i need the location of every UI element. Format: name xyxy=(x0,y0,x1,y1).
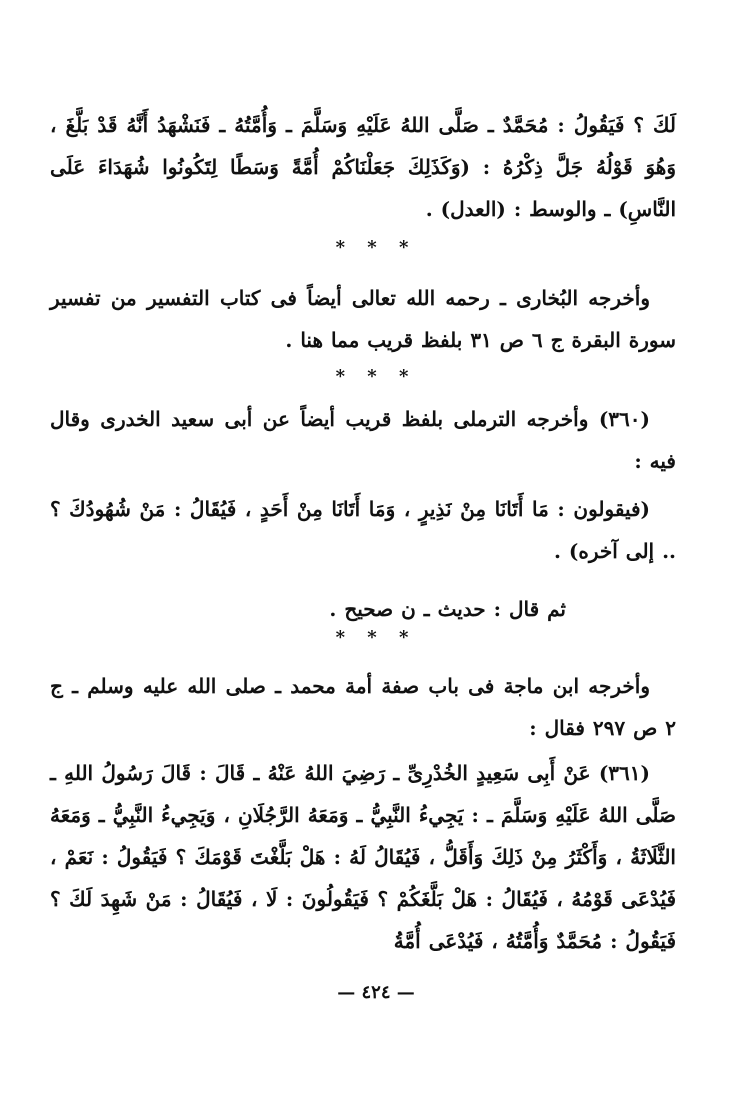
text-block-hadith-361 xyxy=(50,752,676,962)
text-block-grading xyxy=(50,588,676,630)
paragraph-bukhari: وأخرجه البُخارى ـ رحمه الله تعالى أيضاً فى كتاب التفسير من تفسير سورة البقرة ج ٦ ص ٣١ بلفظ قريب مما هنا . xyxy=(50,286,676,352)
paragraph-hadith-361: (٣٦١) عَنْ أَبِى سَعِيدٍ الخُدْرِىِّ ـ رَضِيَ اللهُ عَنْهُ ـ قَالَ : قَالَ رَسُولُ اللهِ ـ صَلَّى اللهُ عَلَيْهِ وَسَلَّمَ ـ : يَجِيءُ النَّبِيُّ ـ وَمَعَهُ الرَّجُلَانِ ، وَيَجِيءُ النَّبِيُّ ـ وَمَعَهُ الثَّلَاثَةُ ، وَأَكْثَرُ مِنْ ذَلِكَ وَأَقَلُّ ، فَيُقَالُ لَهُ : هَلْ بَلَّغْتَ قَوْمَكَ ؟ فَيَقُولُ : نَعَمْ ، فَيُدْعَى قَوْمُهُ ، فَيُقَالُ : هَلْ بَلَّغَكُمْ ؟ فَيَقُولُونَ : لَا ، فَيُقَالُ : مَنْ شَهِدَ لَكَ ؟ فَيَقُولُ : مُحَمَّدٌ وَأُمَّتُهُ ، فَيُدْعَى أُمَّةُ xyxy=(50,761,676,953)
page-number: — ٤٢٤ — xyxy=(337,982,415,1003)
paragraph-continuation: لَكَ ؟ فَيَقُولُ : مُحَمَّدٌ ـ صَلَّى اللهُ عَلَيْهِ وَسَلَّمَ ـ وَأُمَّتُهُ ـ فَنَشْهَدُ أَنَّهُ قَدْ بَلَّغَ ، وَهُوَ قَوْلُهُ جَلَّ ذِكْرُهُ : (وَكَذَلِكَ جَعَلْنَاكُمْ أُمَّةً وَسَطًا لِتَكُونُوا شُهَدَاءَ عَلَى النَّاسِ) ـ والوسط : (العدل) . xyxy=(50,113,676,221)
text-block-ibn-majah xyxy=(50,665,676,749)
section-divider: * * * xyxy=(335,627,417,648)
text-block-continuation xyxy=(50,104,676,230)
section-divider: * * * xyxy=(335,237,417,258)
paragraph-quote: (فيقولون : مَا أَتَانَا مِنْ نَذِيرٍ ، وَمَا أَتَانَا مِنْ أَحَدٍ ، فَيُقَالُ : مَنْ شُهُودُكَ ؟ .. إلى آخره) . xyxy=(50,497,676,563)
text-block-bukhari xyxy=(50,277,676,361)
paragraph-grading: ثم قال : حديث ـ ن صحيح . xyxy=(329,597,566,621)
text-block-quote xyxy=(50,488,676,572)
text-block-tirmidhi xyxy=(50,398,676,482)
paragraph-tirmidhi: (٣٦٠) وأخرجه الترملى بلفظ قريب أيضاً عن أبى سعيد الخدرى وقال فيه : xyxy=(50,407,676,473)
paragraph-ibn-majah: وأخرجه ابن ماجة فى باب صفة أمة محمد ـ صلى الله عليه وسلم ـ ج ٢ ص ٢٩٧ فقال : xyxy=(50,674,676,740)
section-divider: * * * xyxy=(335,366,417,387)
